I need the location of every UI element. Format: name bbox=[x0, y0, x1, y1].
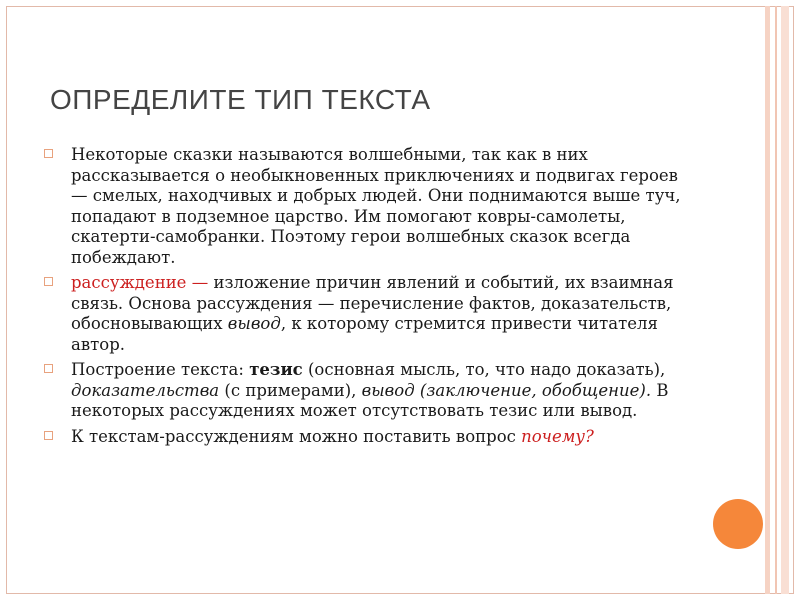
bullet-list bbox=[44, 145, 684, 452]
square-bullet-icon bbox=[44, 277, 53, 286]
example-text: Некоторые сказки называются волшебными, так как в них рассказывается о необыкновенных приключениях и подвигах героев — смелых, находчивых и добрых людей. Они поднимаются выше туч, попадают в подземное царство. Им помогают ковры-самолеты, скатерти-самобранки. Поэтому герои волшебных сказок всегда побеждают. bbox=[71, 145, 681, 267]
structure-lead: Построение текста: bbox=[71, 360, 250, 379]
definition-text-end: , к которому стремится привести читателя автор. bbox=[71, 314, 658, 354]
square-bullet-icon bbox=[44, 364, 53, 373]
decor-circle bbox=[713, 499, 763, 549]
term-thesis: тезис bbox=[249, 360, 303, 379]
structure-text: (основная мысль, то, что надо доказать), bbox=[302, 360, 666, 379]
bullet-item-definition bbox=[44, 273, 684, 355]
square-bullet-icon bbox=[44, 149, 53, 158]
structure-text-end: В некоторых рассуждениях может отсутствовать тезис или вывод. bbox=[71, 380, 669, 420]
slide-title: ОПРЕДЕЛИТЕ ТИП ТЕКСТА bbox=[50, 84, 431, 115]
square-bullet-icon bbox=[44, 431, 53, 440]
question-why: почему? bbox=[521, 426, 594, 446]
emphasis-evidence: доказательства bbox=[71, 380, 220, 400]
decor-stripe bbox=[781, 6, 789, 594]
bullet-item-structure bbox=[44, 360, 684, 422]
emphasis-conclusion-summary: вывод (заключение, обобщение). bbox=[361, 380, 652, 400]
decor-stripe bbox=[765, 6, 770, 594]
term-reasoning: рассуждение — bbox=[71, 273, 209, 292]
definition-text: изложение причин явлений и событий, их взаимная связь. Основа рассуждения — перечисление фактов, доказательств, обосновывающих bbox=[71, 273, 674, 333]
bullet-item-question bbox=[44, 427, 684, 448]
bullet-item-example-text bbox=[44, 145, 684, 268]
question-text: К текстам-рассуждениям можно поставить вопрос bbox=[71, 426, 522, 446]
structure-text-mid: (с примерами), bbox=[219, 380, 362, 400]
emphasis-conclusion: вывод bbox=[227, 314, 281, 333]
decor-stripe bbox=[775, 6, 777, 594]
